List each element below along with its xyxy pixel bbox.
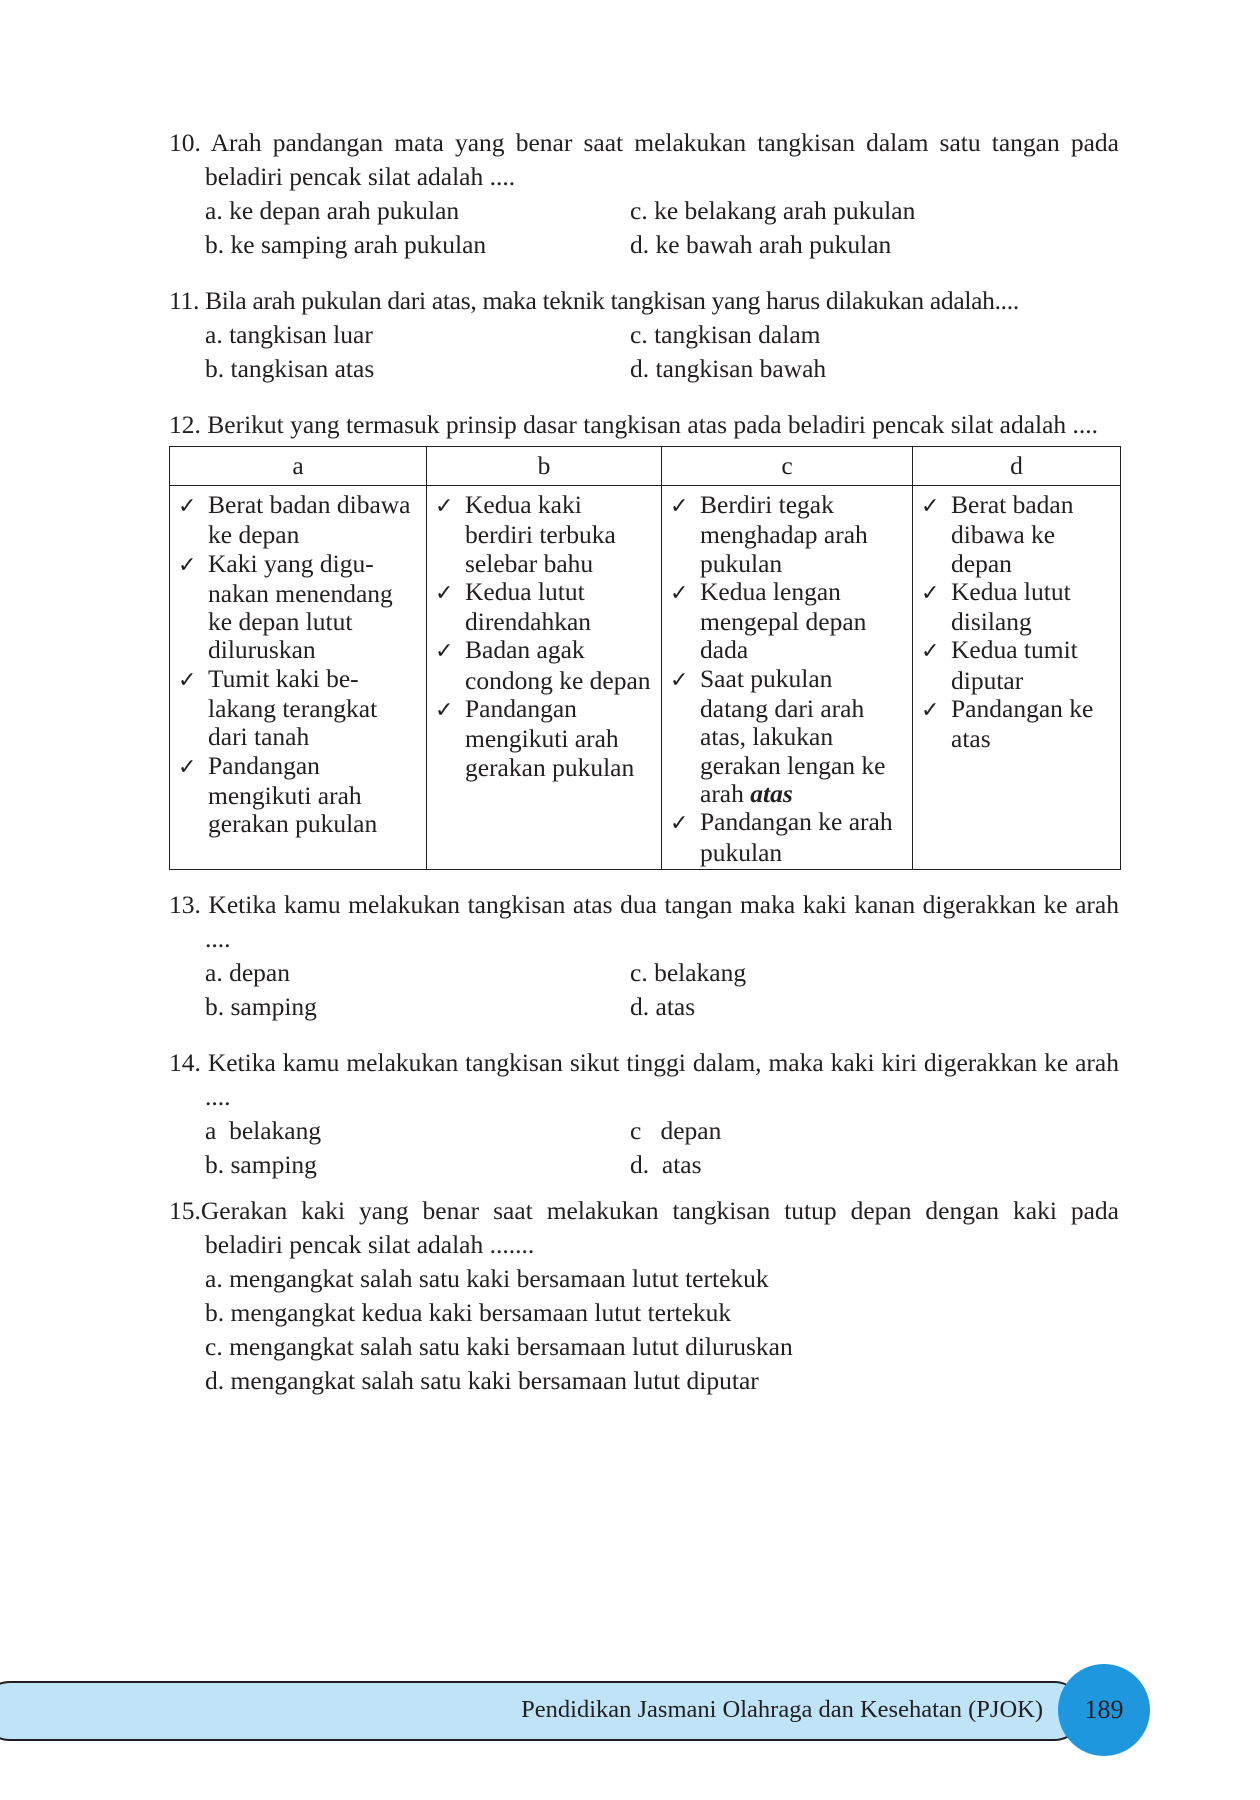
checkmark-icon: ✓ [178, 494, 197, 519]
option-c: c. tangkisan dalam [630, 320, 821, 349]
option-c: c. mengangkat salah satu kaki bersamaan lutut diluruskan [205, 1331, 793, 1361]
option-a: a. depan [205, 957, 290, 987]
option-c: c. belakang [630, 957, 747, 987]
answer-options [169, 194, 1119, 262]
option-b: b. mengangkat kedua kaki bersamaan lutut tertekuk [205, 1297, 732, 1327]
list-item [435, 491, 655, 578]
item-text: Tumit kaki be- lakang terangkat dari tanah [208, 663, 378, 752]
principles-table [169, 446, 1121, 870]
question-stem: 13. Ketika kamu melakukan tangkisan atas dua tangan maka kaki kanan digerakkan ke arah .... [169, 889, 1119, 953]
question-12 [169, 408, 1119, 870]
checkmark-icon: ✓ [178, 552, 197, 578]
answer-options [169, 1114, 1119, 1182]
option-d: d. atas [630, 1149, 702, 1179]
option-b: b. samping [205, 991, 317, 1021]
checkmark-icon: ✓ [921, 698, 940, 724]
checkmark-icon: ✓ [435, 639, 454, 665]
list-item [670, 491, 906, 578]
list-item [921, 578, 1114, 637]
checkmark-icon: ✓ [921, 494, 940, 519]
list-item [670, 578, 906, 665]
list-item [178, 665, 420, 752]
question-15 [169, 1194, 1119, 1398]
page-number-badge [1058, 1664, 1150, 1756]
checkmark-icon: ✓ [178, 754, 197, 780]
option-a: a belakang [205, 1115, 322, 1145]
item-text: Saat pukulan datang dari arah atas, lakukan gerakan lengan ke arah [700, 663, 886, 808]
checkmark-icon: ✓ [670, 667, 689, 693]
checkmark-icon: ✓ [921, 639, 940, 665]
option-d: d. ke bawah arah pukulan [630, 230, 892, 259]
list-item [435, 636, 655, 695]
column-header-a: a [170, 447, 427, 486]
option-c: c depan [630, 1115, 722, 1145]
option-a: a. tangkisan luar [205, 320, 373, 349]
question-10 [169, 126, 1119, 262]
page-number: 189 [1084, 1695, 1124, 1724]
column-header-b: b [427, 447, 662, 486]
column-header-d: d [913, 447, 1121, 486]
question-stem: 15.Gerakan kaki yang benar saat melakukan tangkisan tutup depan dengan kaki pada beladiri pencak silat adalah ....... [169, 1195, 1119, 1259]
list-item [435, 695, 655, 782]
item-text: Kedua kaki berdiri terbuka selebar bahu [465, 490, 616, 578]
list-item [921, 695, 1114, 754]
checkmark-icon: ✓ [435, 494, 454, 519]
option-b: b. samping [205, 1149, 317, 1179]
page-content [169, 126, 1119, 1420]
item-text: Kaki yang digu- nakan menendang ke depan lutut diluruskan [208, 548, 393, 665]
list-item [178, 491, 420, 550]
checkmark-icon: ✓ [670, 580, 689, 606]
list-item [921, 636, 1114, 695]
item-text: Berat badan dibawa ke depan [208, 490, 411, 550]
option-d: d. atas [630, 991, 696, 1021]
item-text: Berdiri tegak menghadap arah pukulan [700, 490, 868, 578]
question-11 [169, 284, 1119, 386]
item-text: Badan agak condong ke depan [465, 635, 651, 695]
list-item [435, 578, 655, 637]
checkmark-icon: ✓ [435, 580, 454, 606]
checkmark-icon: ✓ [670, 811, 689, 837]
cell-column-d [913, 486, 1121, 870]
item-text: Pandangan ke arah pukulan [700, 807, 893, 867]
footer-book-title: Pendidikan Jasmani Olahraga dan Kesehatan (PJOK) [521, 1696, 1043, 1723]
question-stem: 10. Arah pandangan mata yang benar saat melakukan tangkisan dalam satu tangan pada beladiri pencak silat adalah .... [169, 128, 1119, 191]
item-text: Pandangan ke atas [951, 694, 1094, 754]
answer-options [169, 1262, 1119, 1398]
answer-options [169, 318, 1119, 386]
item-text: Pandangan mengikuti arah gerakan pukulan [465, 694, 635, 782]
question-stem: 14. Ketika kamu melakukan tangkisan sikut tinggi dalam, maka kaki kiri digerakkan ke arah .... [169, 1047, 1119, 1111]
list-item [178, 550, 420, 665]
option-c: c. ke belakang arah pukulan [630, 196, 916, 225]
table-row [170, 486, 1121, 870]
option-a: a. ke depan arah pukulan [205, 196, 460, 225]
item-text: Kedua lutut direndahkan [465, 576, 592, 637]
item-text: Berat badan dibawa ke depan [951, 490, 1074, 578]
question-13 [169, 888, 1119, 1024]
option-b: b. ke samping arah pukulan [205, 230, 487, 259]
list-item [670, 808, 906, 867]
question-14 [169, 1046, 1119, 1182]
cell-column-a [170, 486, 427, 870]
emphasis-text: atas [750, 778, 793, 808]
list-item [670, 665, 906, 808]
item-text: Kedua lutut disilang [951, 576, 1071, 637]
option-b: b. tangkisan atas [205, 354, 375, 383]
question-stem: 12. Berikut yang termasuk prinsip dasar tangkisan atas pada beladiri pencak silat adalah .... [169, 410, 1099, 439]
item-text: Kedua tumit diputar [951, 635, 1078, 695]
checkmark-icon: ✓ [435, 698, 454, 724]
option-a: a. mengangkat salah satu kaki bersamaan lutut tertekuk [205, 1263, 769, 1293]
checkmark-icon: ✓ [670, 494, 689, 519]
item-text: Pandangan mengikuti arah gerakan pukulan [208, 750, 378, 839]
question-stem: 11. Bila arah pukulan dari atas, maka teknik tangkisan yang harus dilakukan adalah.... [169, 286, 1019, 315]
option-d: d. tangkisan bawah [630, 354, 827, 383]
list-item [178, 752, 420, 839]
item-text: Kedua lengan mengepal depan dada [700, 576, 867, 665]
column-header-c: c [662, 447, 913, 486]
answer-options [169, 956, 1119, 1024]
option-d: d. mengangkat salah satu kaki bersamaan lutut diputar [205, 1365, 759, 1395]
checkmark-icon: ✓ [178, 667, 197, 693]
list-item [921, 491, 1114, 578]
table-header-row [170, 447, 1121, 486]
cell-column-b [427, 486, 662, 870]
checkmark-icon: ✓ [921, 580, 940, 606]
cell-column-c [662, 486, 913, 870]
